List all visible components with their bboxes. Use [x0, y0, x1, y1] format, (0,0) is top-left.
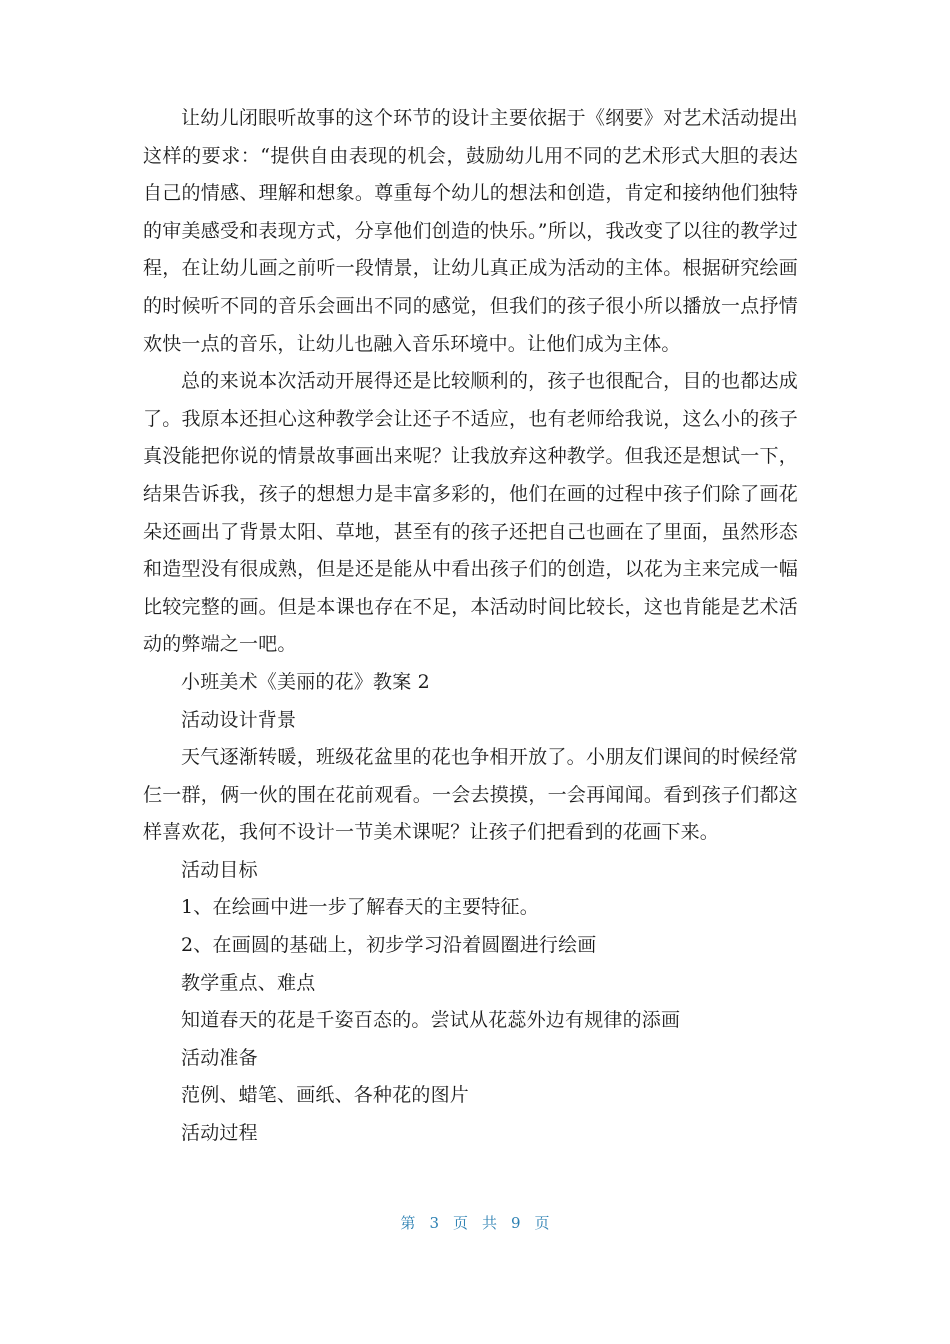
goal-item-1: 1、在绘画中进一步了解春天的主要特征。 — [181, 896, 539, 919]
section-heading-preparation: 活动准备 — [181, 1046, 258, 1069]
footer-prefix: 第 — [400, 1214, 416, 1232]
footer-suffix: 页 — [534, 1214, 550, 1232]
paragraph-background: 天气逐渐转暖，班级花盆里的花也争相开放了。小朋友们课间的时候经常仨一群，俩一伙的围在花前观看。一会去摸摸，一会再闻闻。看到孩子们都这样喜欢花，我何不设计一节美术课呢？让孩子们把看到的花画下来。 — [143, 746, 798, 844]
footer-total-pages: 9 — [511, 1214, 521, 1232]
paragraph-summary: 总的来说本次活动开展得还是比较顺利的，孩子也很配合，目的也都达成了。我原本还担心这种教学会让还子不适应，也有老师给我说，这么小的孩子真没能把你说的情景故事画出来呢？让我放弃这种教学。但我还是想试一下，结果告诉我，孩子的想想力是丰富多彩的，他们在画的过程中孩子们除了画花朵还画出了背景太阳、草地，甚至有的孩子还把自己也画在了里面，虽然形态和造型没有很成熟，但是还是能从中看出孩子们的创造，以花为主来完成一幅比较完整的画。但是本课也存在不足，本活动时间比较长，这也肯能是艺术活动的弊端之一吧。 — [143, 370, 798, 656]
section-heading-background: 活动设计背景 — [181, 708, 297, 731]
paragraph-design-basis: 让幼儿闭眼听故事的这个环节的设计主要依据于《纲要》对艺术活动提出这样的要求：“提供自由表现的机会，鼓励幼儿用不同的艺术形式大胆的表达自己的情感、理解和想象。尊重每个幼儿的想法和创造，肯定和接纳他们独特的审美感受和表现方式，分享他们创造的快乐。”所以，我改变了以往的教学过程，在让幼儿画之前听一段情景，让幼儿真正成为活动的主体。根据研究绘画的时候听不同的音乐会画出不同的感觉，但我们的孩子很小所以播放一点抒情欢快一点的音乐，让幼儿也融入音乐环境中。让他们成为主体。 — [143, 107, 798, 355]
lesson-plan-title: 小班美术《美丽的花》教案 2 — [181, 670, 430, 693]
page-footer — [0, 1212, 950, 1233]
document-body — [143, 100, 798, 1153]
paragraph-key-points: 知道春天的花是千姿百态的。尝试从花蕊外边有规律的添画 — [181, 1009, 681, 1032]
goal-item-2: 2、在画圆的基础上，初步学习沿着圆圈进行绘画 — [181, 934, 597, 957]
section-heading-process: 活动过程 — [181, 1122, 258, 1145]
footer-middle: 页共 — [452, 1214, 511, 1232]
section-heading-key-points: 教学重点、难点 — [181, 971, 316, 994]
paragraph-preparation: 范例、蜡笔、画纸、各种花的图片 — [181, 1084, 470, 1107]
footer-page-number: 3 — [429, 1214, 439, 1232]
section-heading-goals: 活动目标 — [181, 858, 258, 881]
